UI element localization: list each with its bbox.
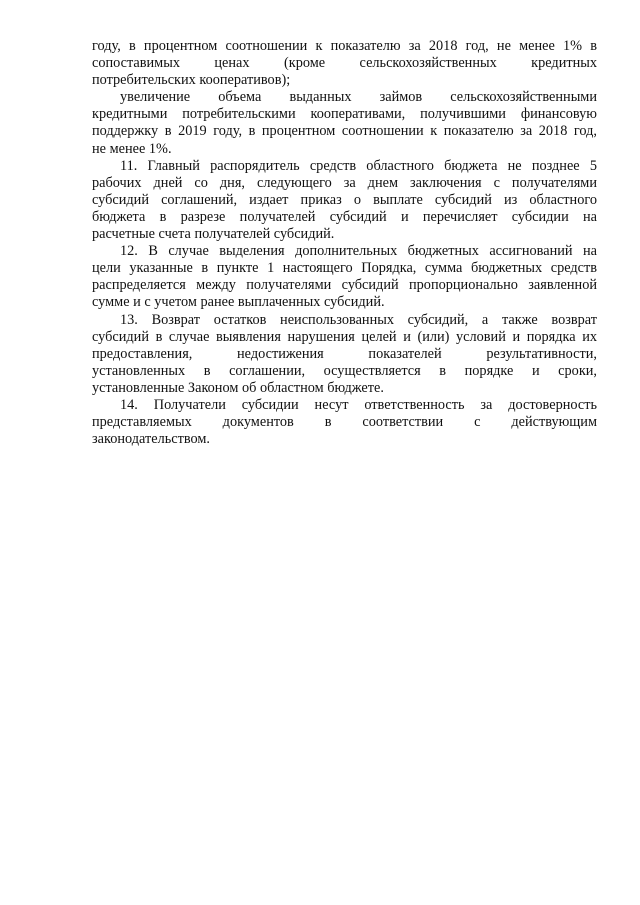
paragraph-line: расчетные счета получателей субсидий.: [92, 226, 335, 243]
paragraph-line: поддержку в 2019 году, в процентном соотношении к показателю за 2018 год,: [92, 123, 597, 140]
paragraph-line: сумме и с учетом ранее выплаченных субсидий.: [92, 294, 385, 311]
paragraph-line: установленных в соглашении, осуществляется в порядке и сроки,: [92, 362, 597, 379]
document-page: [92, 38, 597, 448]
paragraph-line: цели указанные в пункте 1 настоящего Порядка, сумма бюджетных средств: [92, 260, 597, 277]
paragraph-line: субсидий соглашений, издает приказ о выплате субсидий из областного: [92, 191, 597, 208]
paragraph-line: потребительских кооперативов);: [92, 72, 291, 89]
paragraph-line: субсидий в случае выявления нарушения целей и (или) условий и порядка их: [92, 328, 597, 345]
paragraph-continuation: [92, 38, 597, 89]
paragraph-line: установленные Законом об областном бюджете.: [92, 379, 384, 396]
paragraph-line: году, в процентном соотношении к показателю за 2018 год, не менее 1% в: [92, 38, 597, 54]
paragraph-line: увеличение объема выданных займов сельскохозяйственными: [120, 89, 597, 106]
paragraph-line: 14. Получатели субсидии несут ответственность за достоверность: [120, 396, 597, 413]
paragraph-line: распределяется между получателями субсидий пропорционально заявленной: [92, 277, 597, 294]
paragraph-item-14: [92, 397, 597, 448]
paragraph-item-13: [92, 312, 597, 397]
paragraph-line: 12. В случае выделения дополнительных бюджетных ассигнований на: [120, 243, 597, 260]
paragraph-line: рабочих дней со дня, следующего за днем заключения с получателями: [92, 174, 597, 191]
paragraph-item-11: [92, 158, 597, 243]
paragraph-line: представляемых документов в соответствии с действующим: [92, 414, 597, 431]
paragraph-line: не менее 1%.: [92, 140, 172, 157]
paragraph-item-12: [92, 243, 597, 311]
paragraph-line: сопоставимых ценах (кроме сельскохозяйственных кредитных: [92, 55, 597, 72]
paragraph-line: 11. Главный распорядитель средств областного бюджета не позднее 5: [120, 157, 597, 174]
paragraph-line: законодательством.: [92, 431, 210, 448]
paragraph-line: 13. Возврат остатков неиспользованных субсидий, а также возврат: [120, 311, 597, 328]
paragraph-line: бюджета в разрезе получателей субсидий и перечисляет субсидии на: [92, 208, 597, 225]
paragraph-line: предоставления, недостижения показателей результативности,: [92, 345, 597, 362]
paragraph-loan-growth: [92, 89, 597, 157]
paragraph-line: кредитными потребительскими кооперативами, получившими финансовую: [92, 106, 597, 123]
